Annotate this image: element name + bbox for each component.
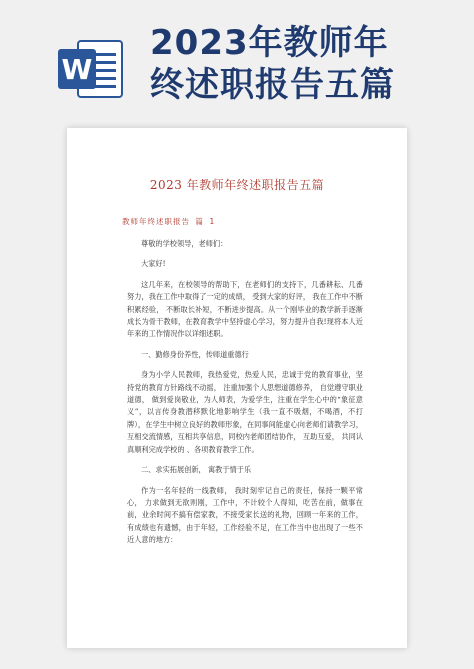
paragraph-section-1: 身为小学人民教师，我热爱党，热爱人民，忠诚于党的教育事业，坚持党的教育方针路线不动摇， 注重加强个人思想道德修养， 自觉遵守职业道德， 做到爱岗敬业，为人师表，为爱学生，注重在学生心中的“象征意义”，以言传身教潜移默化地影响学生（我一直不吸烟，不喝酒，不打牌），在学生中树立良好的教师形象，在同事间能虚心向老师们请教学习，互相交流情感，互相共享信息，同校内老师团结协作， 互助互爱， 共同认真顺利完成学校的 、各项教育教学工作。 — [127, 370, 363, 454]
word-logo-letter: W — [61, 53, 93, 86]
word-document-icon — [56, 37, 124, 101]
document-page — [67, 128, 407, 648]
paragraph-greeting: 大家好! — [141, 259, 166, 269]
heading-section-1: 一、勤修身份养性，传师道重德行 — [141, 349, 249, 359]
banner-header — [0, 0, 474, 128]
document-body — [127, 238, 363, 555]
banner-title-line-2: 终述职报告五篇 — [150, 65, 395, 105]
heading-section-2: 二、求实拓展创新， 寓教于情于乐 — [141, 465, 252, 475]
paragraph-section-2: 作为一名年轻的一线教师， 我时刻牢记自己的责任，保持一颗平常心， 力求做到无欲则刚，工作中，不计较个人得知，吃苦在前，做事在前，业余时间不搞有偿家教，不接受家长送的礼物，回顾一年来的工作， 有成绩也有遗憾，由于年轻，工作经验不足，在工作当中也出现了一些不近人意的地方： — [127, 485, 363, 545]
paragraph-intro: 这几年来，在校领导的帮助下，在老师们的支持下，几番耕耘、几番努力，我在工作中取得了一定的成绩， 受到大家的好评， 我在工作中不断积累经验， 不断取长补短，不断进步提高。从一个刚毕业的教学新手逐渐成长为骨干教师，在教育教学中坚持虚心学习，努力提升自我!现将本人近年来的工作情况作以详细述职。 — [127, 279, 363, 339]
section-label: 教师年终述职报告 篇 1 — [122, 217, 216, 226]
paragraph-salutation: 尊敬的学校领导，老师们： — [141, 239, 228, 248]
banner-title — [150, 22, 460, 106]
document-title: 2023 年教师年终述职报告五篇 — [149, 178, 325, 192]
banner-title-line-1: 2023年教师年 — [150, 23, 389, 63]
